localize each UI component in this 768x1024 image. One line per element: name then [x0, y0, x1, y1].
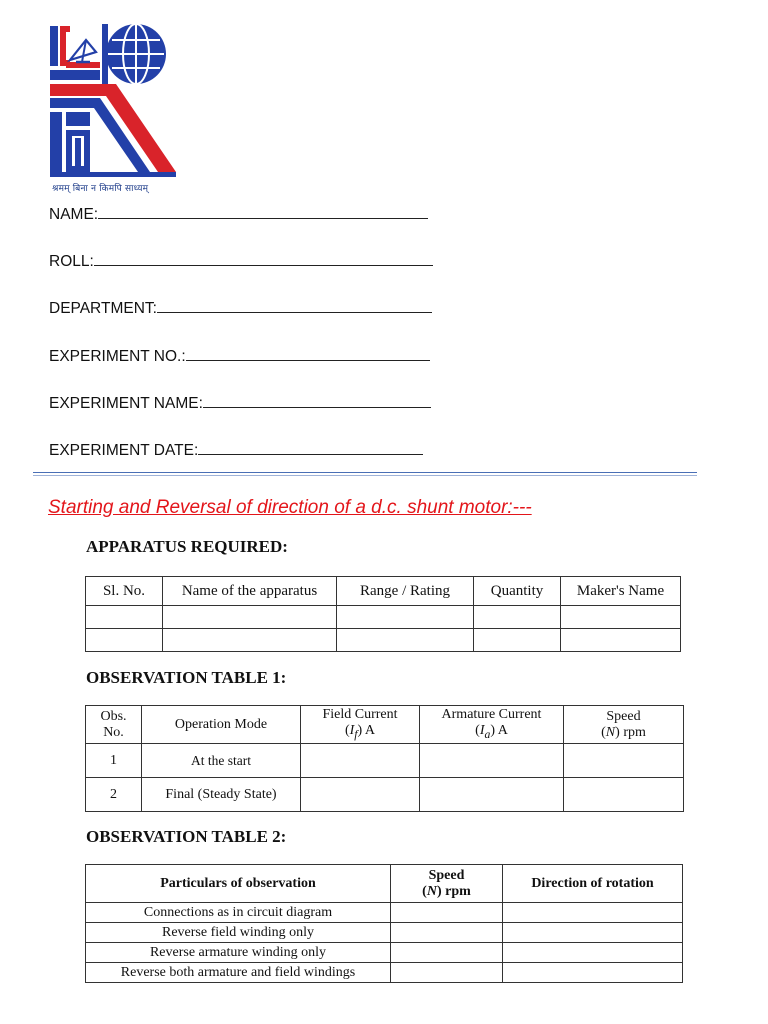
table-row [86, 744, 684, 778]
col-makers-name: Maker's Name [561, 577, 681, 606]
table-cell[interactable] [561, 629, 681, 652]
field-current-symbol: I [349, 722, 355, 738]
table-cell[interactable] [474, 606, 561, 629]
apparatus-table [85, 576, 681, 652]
obs1-header-row [86, 706, 684, 744]
apparatus-header-row [86, 577, 681, 606]
particulars-cell: Reverse field winding only [86, 923, 391, 943]
table-row [86, 923, 683, 943]
operation-mode: Final (Steady State) [142, 778, 301, 812]
col-speed-line1: Speed [606, 708, 641, 724]
table-cell[interactable] [391, 923, 503, 943]
col-obs-no-line1: Obs. [100, 708, 127, 724]
department-field[interactable] [49, 297, 432, 318]
roll-field[interactable] [49, 250, 433, 271]
table-cell[interactable] [337, 629, 474, 652]
armature-current-symbol: I [479, 722, 485, 738]
table-row [86, 943, 683, 963]
particulars-cell: Connections as in circuit diagram [86, 903, 391, 923]
department-label: DEPARTMENT: [49, 300, 157, 317]
table-cell[interactable] [564, 778, 684, 812]
table-cell[interactable] [301, 778, 420, 812]
armature-current-unit: A [495, 722, 508, 738]
experiment-no-label: EXPERIMENT NO.: [49, 348, 186, 365]
observation-table-1 [85, 705, 684, 812]
col-sl-no: Sl. No. [86, 577, 163, 606]
table-cell[interactable] [391, 943, 503, 963]
experiment-date-label: EXPERIMENT DATE: [49, 442, 199, 459]
roll-label: ROLL: [49, 253, 94, 270]
table-cell[interactable] [391, 903, 503, 923]
obs-number: 2 [86, 778, 142, 812]
obs2-header-row [86, 865, 683, 903]
col-speed: Speed (N) rpm [564, 706, 684, 744]
particulars-cell: Reverse armature winding only [86, 943, 391, 963]
table-cell[interactable] [503, 903, 683, 923]
table-cell[interactable] [503, 943, 683, 963]
experiment-name-label: EXPERIMENT NAME: [49, 395, 203, 412]
obs-number: 1 [86, 744, 142, 778]
armature-current-subscript: a [484, 727, 491, 741]
table-row [86, 629, 681, 652]
experiment-no-blank[interactable] [186, 345, 430, 361]
name-blank[interactable] [98, 203, 428, 219]
col-range-rating: Range / Rating [337, 577, 474, 606]
separator-line [33, 472, 697, 473]
col-field-current: Field Current $(I_f)$ A [301, 706, 420, 744]
col-particulars: Particulars of observation [86, 865, 391, 903]
name-field[interactable] [49, 203, 428, 224]
table-cell[interactable] [163, 629, 337, 652]
table-cell[interactable] [391, 963, 503, 983]
col-operation-mode: Operation Mode [142, 706, 301, 744]
experiment-title: Starting and Reversal of direction of a d.c. shunt motor:--- [48, 497, 532, 518]
particulars-cell: Reverse both armature and field windings [86, 963, 391, 983]
experiment-name-blank[interactable] [203, 392, 431, 408]
table-row [86, 903, 683, 923]
table-cell[interactable] [301, 744, 420, 778]
institute-logo [46, 22, 181, 197]
logo-motto: श्रमम् बिना न किमपि साध्यम् [52, 184, 149, 194]
field-current-subscript: f [354, 727, 358, 741]
table-cell[interactable] [564, 744, 684, 778]
table-cell[interactable] [337, 606, 474, 629]
observation-table-2-heading: OBSERVATION TABLE 2: [86, 827, 287, 846]
department-blank[interactable] [157, 297, 432, 313]
speed-symbol: N [426, 883, 437, 899]
table-cell[interactable] [163, 606, 337, 629]
table-row [86, 778, 684, 812]
roll-blank[interactable] [94, 250, 433, 266]
table-row [86, 606, 681, 629]
separator-line-shadow [33, 475, 697, 476]
experiment-name-field[interactable] [49, 392, 431, 413]
table-cell[interactable] [420, 778, 564, 812]
col-obs-no-line2: No. [103, 724, 124, 740]
speed-unit: rpm [441, 883, 471, 899]
observation-table-1-heading: OBSERVATION TABLE 1: [86, 668, 287, 687]
experiment-no-field[interactable] [49, 345, 430, 366]
table-row [86, 963, 683, 983]
speed-symbol: N [605, 724, 616, 740]
table-cell[interactable] [420, 744, 564, 778]
speed-unit: rpm [619, 724, 646, 740]
experiment-date-field[interactable] [49, 439, 423, 460]
experiment-date-blank[interactable] [198, 439, 423, 455]
table-cell[interactable] [561, 606, 681, 629]
table-cell[interactable] [474, 629, 561, 652]
field-current-unit: A [362, 722, 376, 738]
observation-table-2 [85, 864, 683, 983]
col-quantity: Quantity [474, 577, 561, 606]
col-obs-no [86, 706, 142, 744]
col-armature-current-line1: Armature Current [441, 706, 542, 722]
table-cell[interactable] [503, 963, 683, 983]
operation-mode: At the start [142, 744, 301, 778]
col-apparatus-name: Name of the apparatus [163, 577, 337, 606]
name-label: NAME: [49, 206, 99, 223]
table-cell[interactable] [86, 606, 163, 629]
table-cell[interactable] [86, 629, 163, 652]
col-armature-current: Armature Current $(I_a)$ A [420, 706, 564, 744]
col-speed-line1: Speed [428, 867, 465, 883]
table-cell[interactable] [503, 923, 683, 943]
col-direction-of-rotation: Direction of rotation [503, 865, 683, 903]
col-speed: Speed (N) rpm [391, 865, 503, 903]
apparatus-heading: APPARATUS REQUIRED: [86, 537, 288, 556]
col-field-current-line1: Field Current [322, 706, 398, 722]
